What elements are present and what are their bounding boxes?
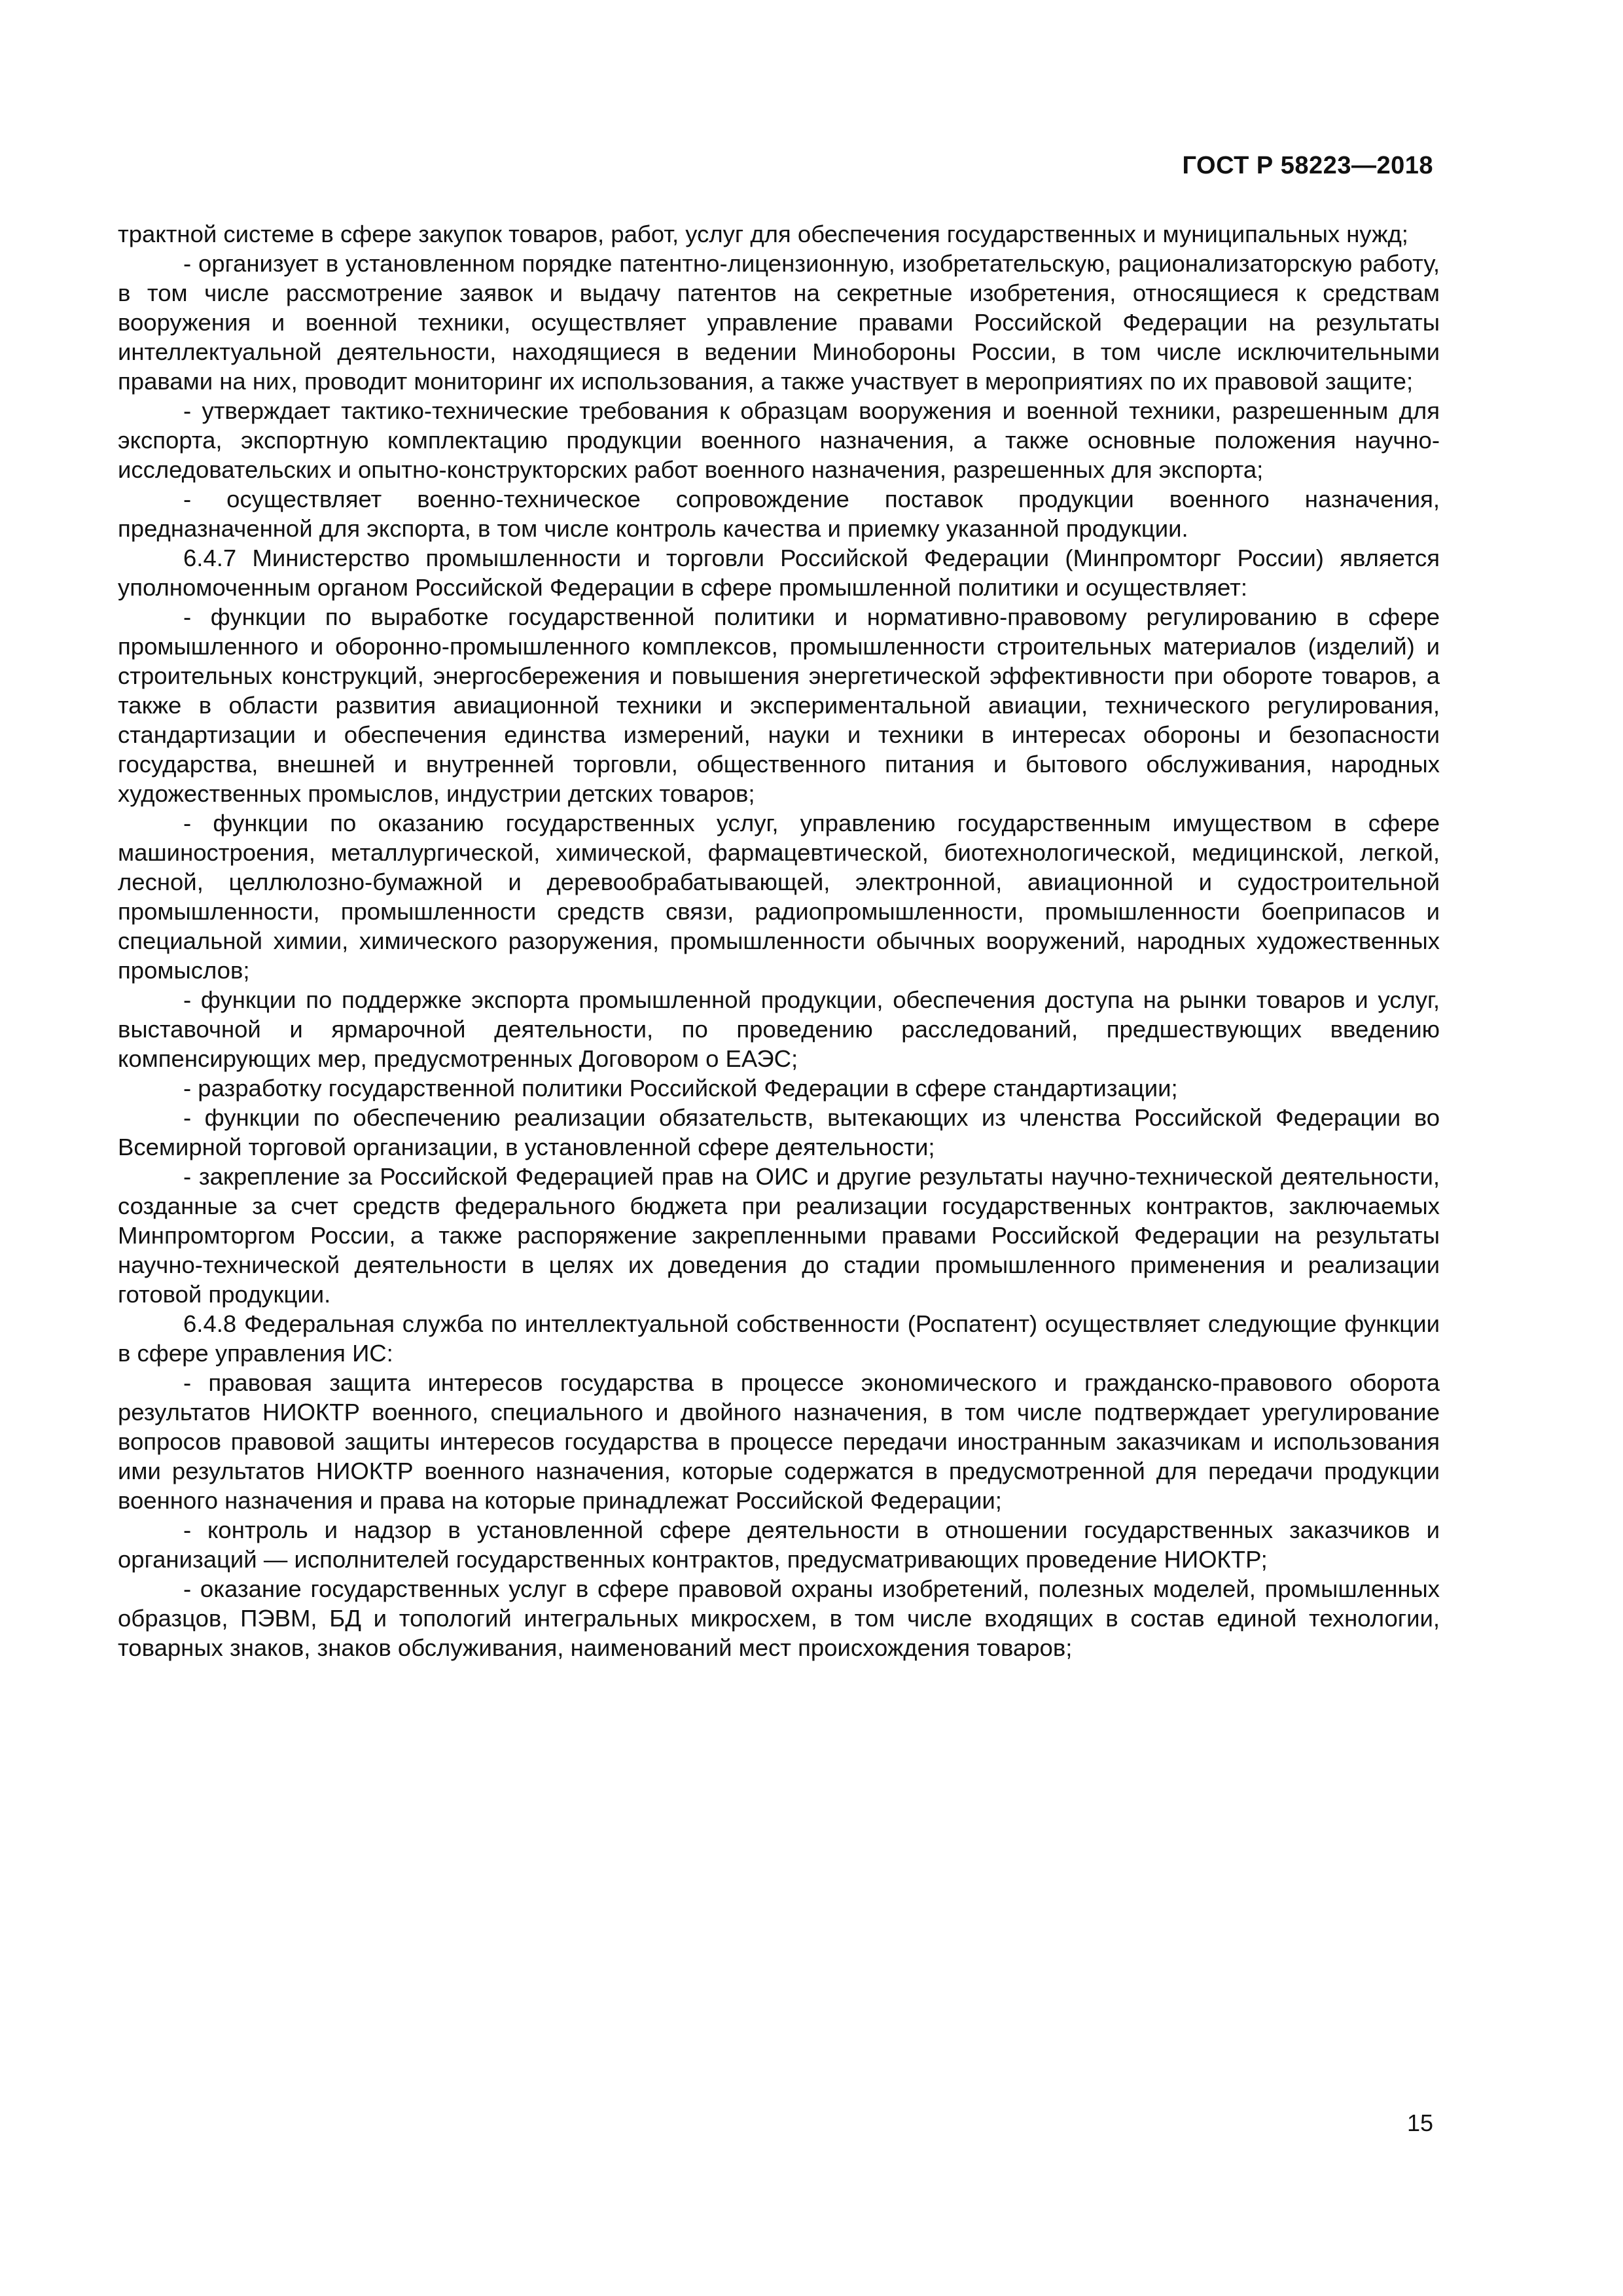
- paragraph-list-item: - правовая защита интересов государства в процессе экономического и гражданско-правового оборота результатов НИОКТР военного, специального и двойного назначения, в том числе подтверждает урегулирование вопросов правовой защиты интересов государства в процессе передачи иностранным заказчикам и использования ими результатов НИОКТР военного назначения, которые содержатся в предусмотренной для передачи продукции военного назначения и права на которые принадлежат Российской Федерации;: [118, 1369, 1440, 1514]
- paragraph-clause-6-4-8: 6.4.8 Федеральная служба по интеллектуальной собственности (Роспатент) осуществляет следующие функции в сфере управления ИС:: [118, 1310, 1440, 1367]
- paragraph-list-item: - осуществляет военно-техническое сопровождение поставок продукции военного назначения, предназначенной для экспорта, в том числе контроль качества и приемку указанной продукции.: [118, 486, 1440, 542]
- paragraph-list-item: - разработку государственной политики Российской Федерации в сфере стандартизации;: [183, 1075, 1178, 1102]
- page-number: 15: [1406, 2109, 1433, 2136]
- document-code-header: ГОСТ Р 58223—2018: [1182, 152, 1433, 179]
- paragraph-list-item: - оказание государственных услуг в сфере правовой охраны изобретений, полезных моделей, промышленных образцов, ПЭВМ, БД и топологий интегральных микросхем, в том числе входящих в состав единой технологии, товарных знаков, знаков обслуживания, наименований мест происхождения товаров;: [118, 1575, 1440, 1661]
- paragraph-continuation: трактной системе в сфере закупок товаров, работ, услуг для обеспечения государственных и муниципальных нужд;: [118, 221, 1408, 247]
- paragraph-list-item: - функции по поддержке экспорта промышленной продукции, обеспечения доступа на рынки товаров и услуг, выставочной и ярмарочной деятельности, по проведению расследований, предшествующих введению компенсирующих мер, предусмотренных Договором о ЕАЭС;: [118, 986, 1440, 1072]
- paragraph-clause-6-4-7: 6.4.7 Министерство промышленности и торговли Российской Федерации (Минпромторг России) является уполномоченным органом Российской Федерации в сфере промышленной политики и осуществляет:: [118, 545, 1440, 601]
- paragraph-list-item: - функции по оказанию государственных услуг, управлению государственным имуществом в сфере машиностроения, металлургической, химической, фармацевтической, биотехнологической, медицинской, легкой, лесной, целлюлозно-бумажной и деревообрабатывающей, электронной, авиационной и судостроительной промышленности, промышленности средств связи, радиопромышленности, промышленности боеприпасов и специальной химии, химического разоружения, промышленности обычных вооружений, народных художественных промыслов;: [118, 810, 1440, 984]
- paragraph-list-item: - функции по обеспечению реализации обязательств, вытекающих из членства Российской Федерации во Всемирной торговой организации, в установленной сфере деятельности;: [118, 1104, 1440, 1160]
- document-body: [118, 219, 1440, 1662]
- paragraph-list-item: - закрепление за Российской Федерацией прав на ОИС и другие результаты научно-технической деятельности, созданные за счет средств федерального бюджета при реализации государственных контрактов, заключаемых Минпромторгом России, а также распоряжение закрепленными правами Российской Федерации на результаты научно-технической деятельности в целях их доведения до стадии промышленного применения и реализации готовой продукции.: [118, 1163, 1440, 1308]
- paragraph-list-item: - контроль и надзор в установленной сфере деятельности в отношении государственных заказчиков и организаций — исполнителей государственных контрактов, предусматривающих проведение НИОКТР;: [118, 1516, 1440, 1573]
- paragraph-list-item: - функции по выработке государственной политики и нормативно-правовому регулированию в сфере промышленного и оборонно-промышленного комплексов, промышленности строительных материалов (изделий) и строительных конструкций, энергосбережения и повышения энергетической эффективности при обороте товаров, а также в области развития авиационной техники и экспериментальной авиации, технического регулирования, стандартизации и обеспечения единства измерений, науки и техники в интересах обороны и безопасности государства, внешней и внутренней торговли, общественного питания и бытового обслуживания, народных художественных промыслов, индустрии детских товаров;: [118, 603, 1440, 807]
- paragraph-list-item: - организует в установленном порядке патентно-лицензионную, изобретательскую, рационализаторскую работу, в том числе рассмотрение заявок и выдачу патентов на секретные изобретения, относящиеся к средствам вооружения и военной техники, осуществляет управление правами Российской Федерации на результаты интеллектуальной деятельности, находящиеся в ведении Минобороны России, в том числе исключительными правами на них, проводит мониторинг их использования, а также участвует в мероприятиях по их правовой защите;: [118, 250, 1440, 395]
- paragraph-list-item: - утверждает тактико-технические требования к образцам вооружения и военной техники, разрешенным для экспорта, экспортную комплектацию продукции военного назначения, а также основные положения научно-исследовательских и опытно-конструкторских работ военного назначения, разрешенных для экспорта;: [118, 397, 1440, 483]
